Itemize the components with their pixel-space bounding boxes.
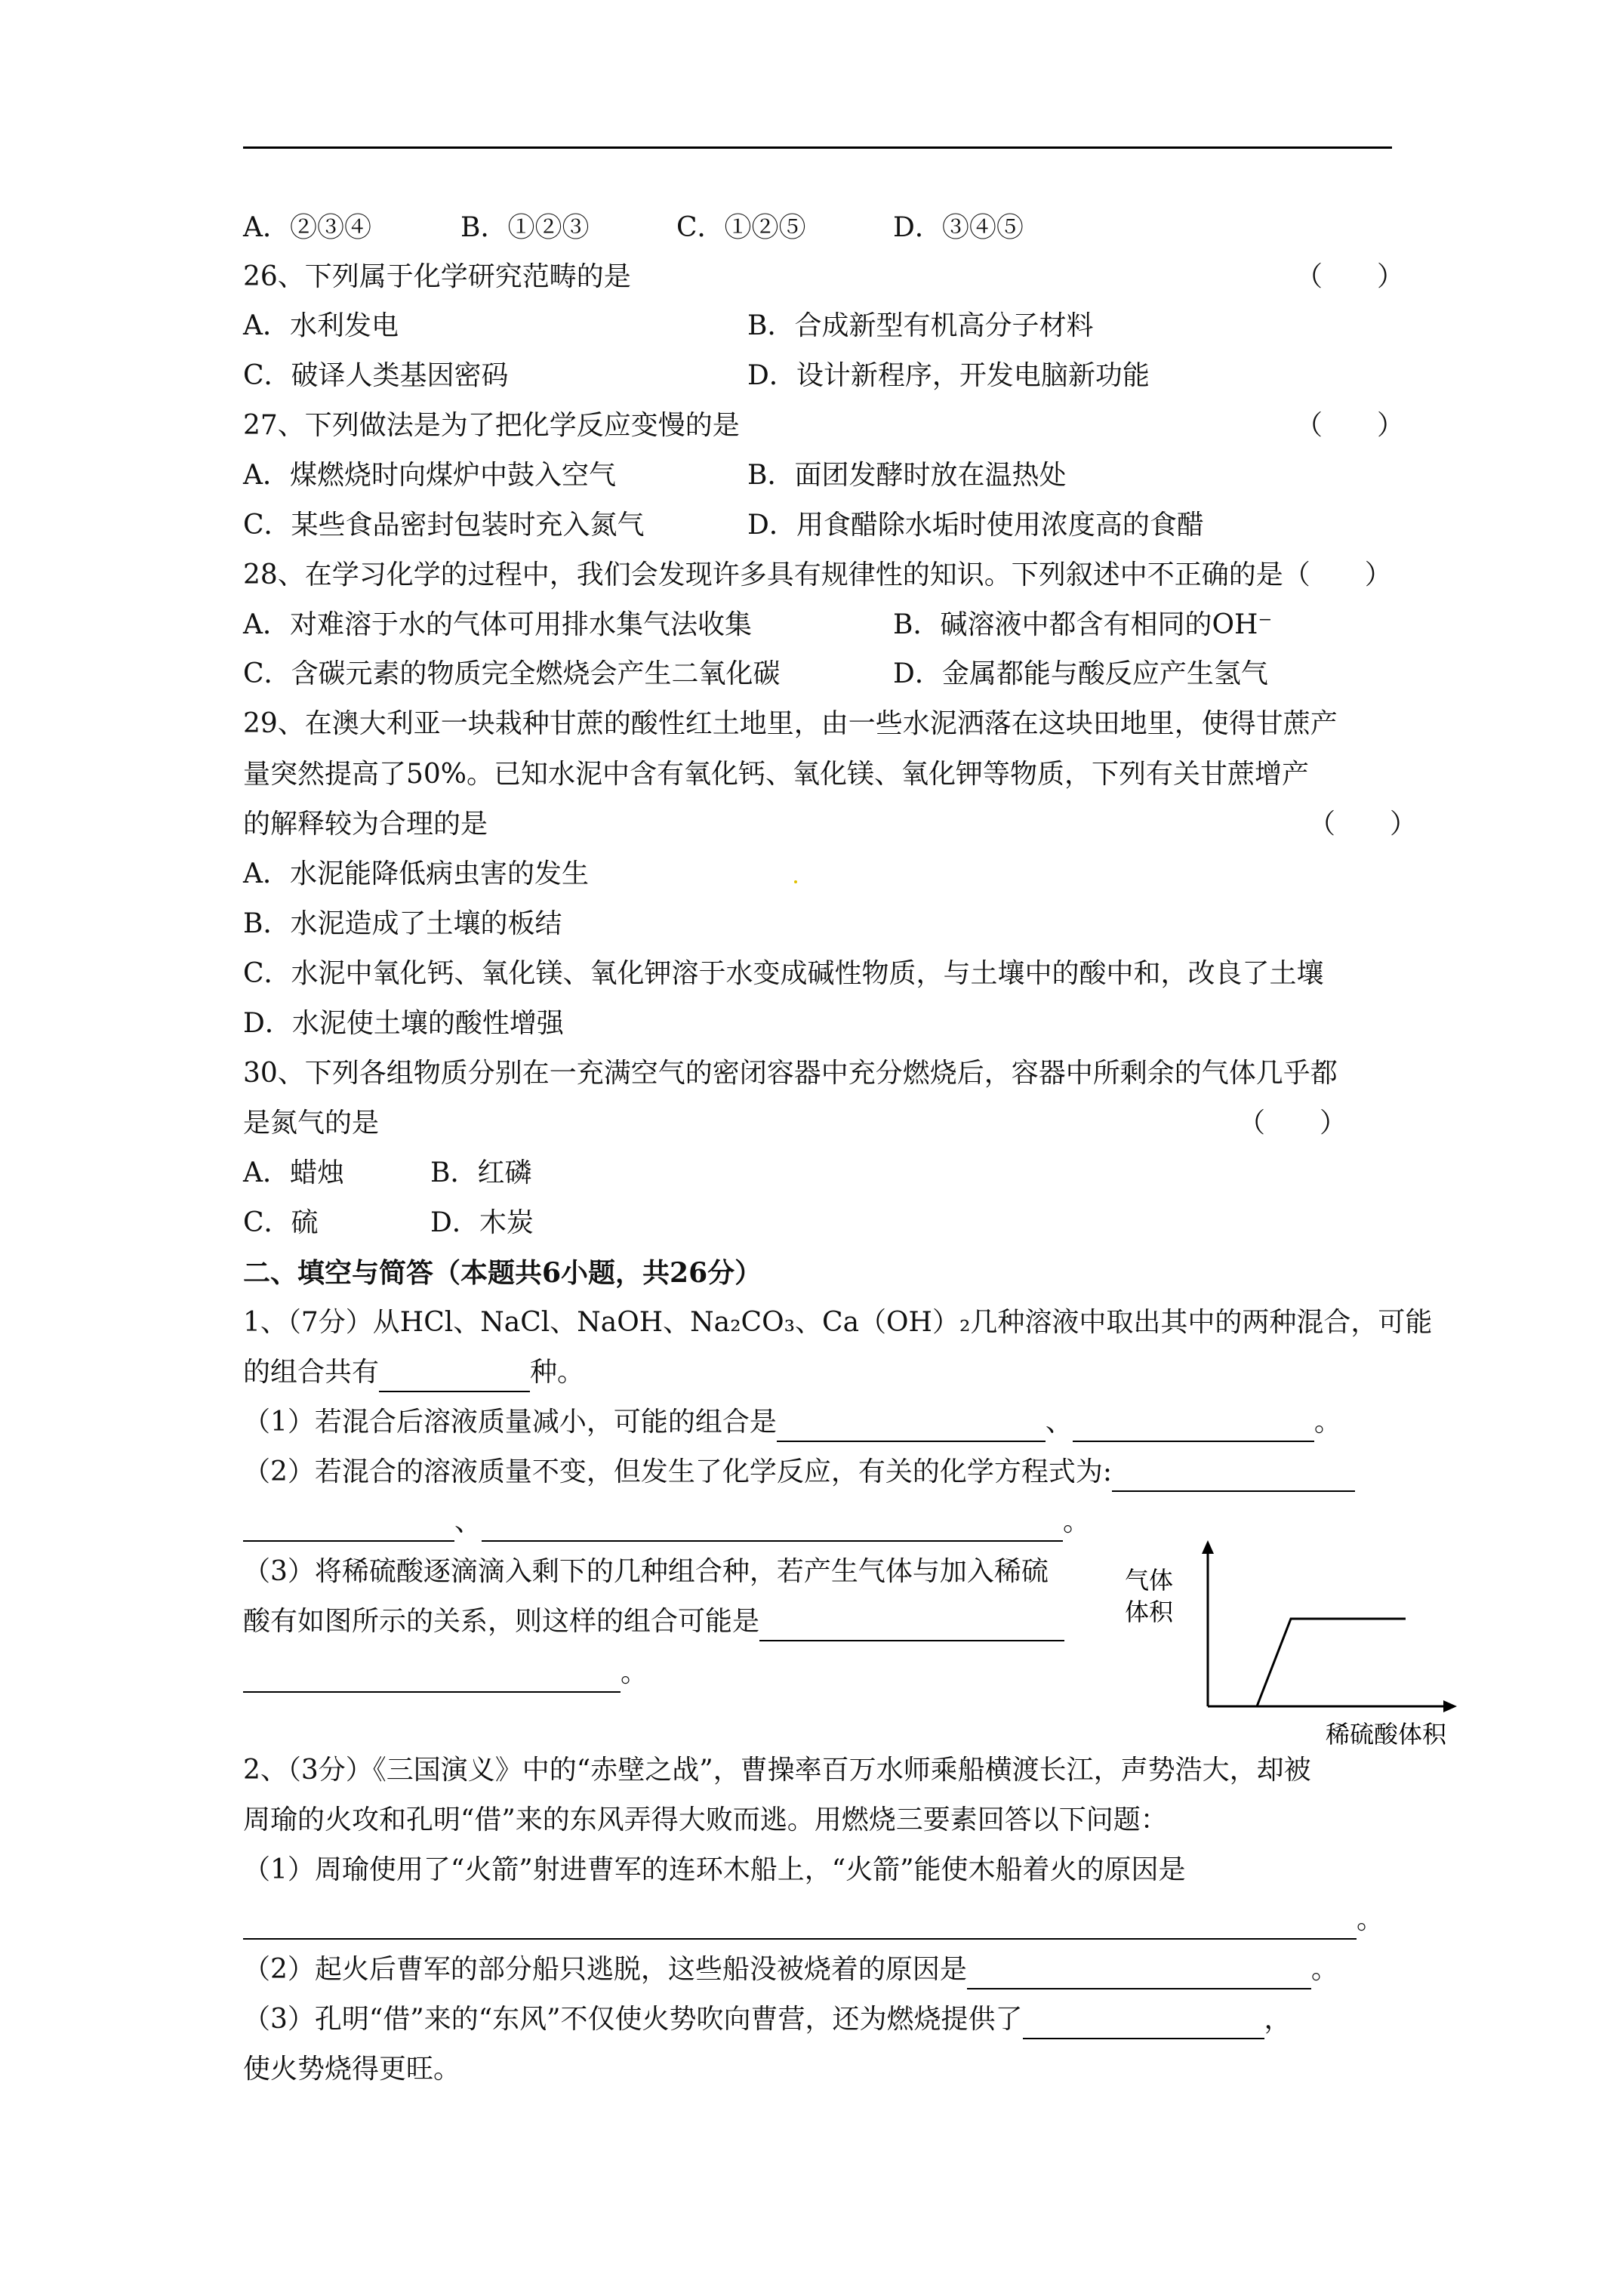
f1-sub3-blank-1[interactable] <box>759 1610 1064 1641</box>
f1-stem-line1: 1、（7分）从HCl、NaCl、NaOH、Na₂CO₃、Ca（OH）₂几种溶液中取出其中的两种混合，可能 <box>243 1307 1433 1338</box>
q27-option-c: C．某些食品密封包装时充入氮气 <box>243 510 645 541</box>
q28-stem: 28、在学习化学的过程中，我们会发现许多具有规律性的知识。下列叙述中不正确的是（ ） <box>243 559 1392 590</box>
q30-stem-line2: 是氮气的是 <box>243 1108 380 1139</box>
q27-answer-paren: （ ） <box>1295 410 1405 441</box>
q25-option-b: B．①②③ <box>460 212 590 243</box>
q29-stem-line2: 量突然提高了50%。已知水泥中含有氧化钙、氧化镁、氧化钾等物质，下列有关甘蔗增产 <box>243 759 1310 790</box>
f1-sub3-end: 。 <box>621 1657 648 1688</box>
q30-option-c: C．硫 <box>243 1207 319 1238</box>
q28-option-d: D．金属都能与酸反应产生氢气 <box>893 658 1268 689</box>
f2-sub1: （1）周瑜使用了“火箭”射进曹军的连环木船上，“火箭”能使木船着火的原因是 <box>243 1854 1186 1885</box>
q29-option-c: C．水泥中氧化钙、氧化镁、氧化钾溶于水变成碱性物质，与土壤中的酸中和，改良了土壤 <box>243 958 1324 989</box>
q26-option-c: C．破译人类基因密码 <box>243 360 509 391</box>
q26-answer-paren: （ ） <box>1295 261 1405 292</box>
q29-stem-line1: 29、在澳大利亚一块栽种甘蔗的酸性红土地里，由一些水泥洒落在这块田地里，使得甘蔗产 <box>243 708 1338 739</box>
q29-option-b: B．水泥造成了土壤的板结 <box>243 908 562 939</box>
f2-sub2-end: 。 <box>1310 1954 1338 1985</box>
q26-stem: 26、下列属于化学研究范畴的是 <box>243 261 631 292</box>
q29-answer-paren: （ ） <box>1308 809 1418 840</box>
f1-sub2-line2 <box>243 1502 1090 1542</box>
graph-y-label-1: 气体 <box>1125 1566 1174 1595</box>
gas-volume-graph <box>1117 1525 1464 1752</box>
f2-sub2-text: （2）起火后曹军的部分船只逃脱，这些船没被烧着的原因是 <box>243 1954 967 1985</box>
f1-stem-text: 的组合共有 <box>243 1357 380 1388</box>
f1-sub3-line1: （3）将稀硫酸逐滴滴入剩下的几种组合种，若产生气体与加入稀硫 <box>243 1556 1049 1587</box>
q27-option-b: B．面团发酵时放在温热处 <box>747 460 1067 491</box>
f2-sub1-line2 <box>243 1900 1384 1940</box>
header-rule <box>243 146 1392 149</box>
q25-option-a: A．②③④ <box>243 212 371 243</box>
graph-x-label: 稀硫酸体积 <box>1326 1720 1447 1749</box>
f1-sub1-blank-2[interactable] <box>1073 1410 1314 1442</box>
f2-stem-line1: 2、（3分）《三国演义》中的“赤壁之战”，曹操率百万水师乘船横渡长江，声势浩大，却被 <box>243 1755 1311 1786</box>
q30-answer-paren: （ ） <box>1238 1108 1347 1139</box>
q30-stem-line1: 30、下列各组物质分别在一充满空气的密闭容器中充分燃烧后，容器中所剩余的气体几乎都 <box>243 1058 1338 1089</box>
f2-sub1-end: 。 <box>1357 1904 1384 1935</box>
q27-stem: 27、下列做法是为了把化学反应变慢的是 <box>243 410 740 441</box>
f1-stem-line2 <box>243 1353 584 1392</box>
q30-option-b: B．红磷 <box>430 1157 532 1188</box>
q27-option-a: A．煤燃烧时向煤炉中鼓入空气 <box>243 460 616 491</box>
graph-x-arrow <box>1443 1700 1457 1712</box>
q26-option-b: B．合成新型有机高分子材料 <box>747 310 1094 341</box>
f1-sub3-text: 酸有如图所示的关系，则这样的组合可能是 <box>243 1606 760 1637</box>
f1-sub2-blank-1[interactable] <box>1112 1460 1355 1492</box>
q30-option-d: D．木炭 <box>430 1207 534 1238</box>
graph-curve <box>1208 1619 1406 1706</box>
f1-sub1-sep: 、 <box>1045 1407 1073 1438</box>
f1-sub1 <box>243 1403 1341 1442</box>
f1-stem-end: 种。 <box>530 1357 585 1388</box>
f1-sub1-end: 。 <box>1313 1407 1341 1438</box>
f2-sub2-blank[interactable] <box>967 1958 1311 1989</box>
q28-option-b: B．碱溶液中都含有相同的OH⁻ <box>893 609 1273 640</box>
f1-sub2-blank-2[interactable] <box>243 1510 454 1542</box>
f2-sub2 <box>243 1950 1338 1989</box>
graph-y-arrow <box>1202 1540 1214 1554</box>
f1-sub1-text: （1）若混合后溶液质量减小，可能的组合是 <box>243 1407 777 1438</box>
f2-sub3-blank[interactable] <box>1023 2008 1264 2039</box>
f2-sub3-comma: ， <box>1264 2004 1292 2035</box>
f2-sub3 <box>243 2000 1292 2039</box>
q29-option-a: A．水泥能降低病虫害的发生 <box>243 858 589 889</box>
f1-sub2-end: 。 <box>1063 1506 1091 1537</box>
f1-sub2-text: （2）若混合的溶液质量不变，但发生了化学反应，有关的化学方程式为: <box>243 1456 1113 1487</box>
q25-option-c: C．①②⑤ <box>676 212 806 243</box>
stray-dot <box>794 880 797 883</box>
q25-option-d: D．③④⑤ <box>893 212 1024 243</box>
f1-sub2-blank-3[interactable] <box>482 1510 1063 1542</box>
f1-sub2-sep: 、 <box>454 1506 482 1537</box>
graph-y-label-2: 体积 <box>1125 1598 1174 1626</box>
q29-option-d: D．水泥使土壤的酸性增强 <box>243 1008 564 1039</box>
f1-sub3-blank-2[interactable] <box>243 1661 621 1693</box>
f1-sub3-line2 <box>243 1602 1064 1641</box>
f1-blank-count[interactable] <box>379 1361 530 1392</box>
f1-sub1-blank-1[interactable] <box>777 1410 1046 1442</box>
f2-sub3-text: （3）孔明“借”来的“东风”不仅使火势吹向曹营，还为燃烧提供了 <box>243 2004 1023 2035</box>
f1-sub3-line3 <box>243 1653 648 1693</box>
q29-stem-line3: 的解释较为合理的是 <box>243 809 488 840</box>
q28-option-a: A．对难溶于水的气体可用排水集气法收集 <box>243 609 752 640</box>
f1-sub2 <box>243 1453 1355 1492</box>
f2-sub3-line2: 使火势烧得更旺。 <box>243 2054 461 2085</box>
section2-title: 二、填空与简答（本题共6小题，共26分） <box>243 1257 762 1289</box>
q28-option-c: C．含碳元素的物质完全燃烧会产生二氧化碳 <box>243 658 781 689</box>
f2-stem-line2: 周瑜的火攻和孔明“借”来的东风弄得大败而逃。用燃烧三要素回答以下问题： <box>243 1804 1168 1835</box>
f2-sub1-blank[interactable] <box>243 1908 1357 1940</box>
q27-option-d: D．用食醋除水垢时使用浓度高的食醋 <box>747 510 1204 541</box>
q30-option-a: A．蜡烛 <box>243 1157 344 1188</box>
q26-option-d: D．设计新程序，开发电脑新功能 <box>747 360 1150 391</box>
q26-option-a: A．水利发电 <box>243 310 399 341</box>
